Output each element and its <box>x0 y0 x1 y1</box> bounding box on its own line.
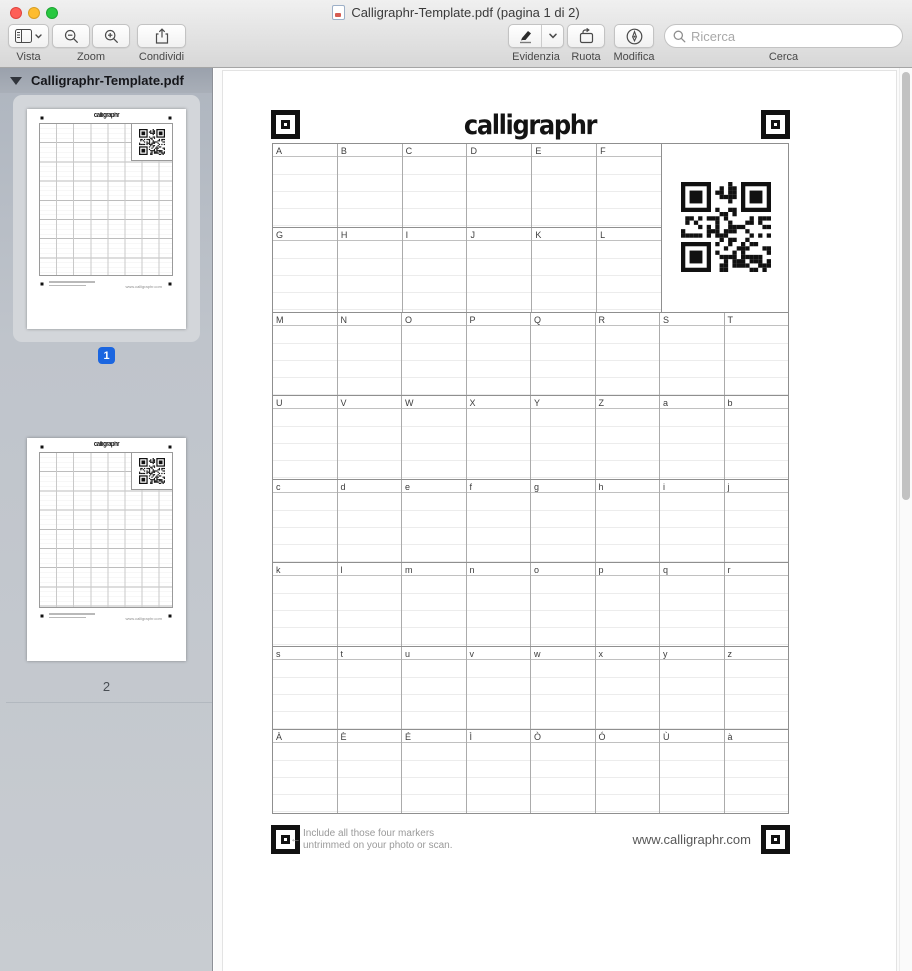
letter-cell-label: a <box>660 396 724 409</box>
window-title-row <box>120 4 792 21</box>
footer-note-line2: untrimmed on your photo or scan. <box>303 840 453 851</box>
letter-cell-label: K <box>532 228 596 241</box>
letter-cell-writing-area <box>531 494 595 563</box>
letter-cell-writing-area <box>338 494 402 563</box>
pdf-page <box>222 70 897 971</box>
letter-cell <box>337 396 402 479</box>
footer-note-line1: Include all those four markers <box>303 828 435 839</box>
letter-cell-writing-area <box>467 577 531 646</box>
highlight-dropdown-button[interactable] <box>541 25 563 47</box>
letter-cell-writing-area <box>660 577 724 646</box>
page-2-number: 2 <box>102 679 111 694</box>
letter-cell <box>401 480 466 563</box>
letter-cell-label: H <box>338 228 402 241</box>
disclosure-triangle-icon[interactable] <box>10 77 22 85</box>
letter-cell-writing-area <box>660 494 724 563</box>
letter-cell-label: F <box>597 144 661 157</box>
letter-cell-label: V <box>338 396 402 409</box>
letter-cell <box>595 396 660 479</box>
letter-cell-writing-area <box>532 158 596 227</box>
letter-cell-writing-area <box>338 327 402 396</box>
letter-cell-writing-area <box>531 410 595 479</box>
fiducial-marker-top-left <box>271 110 300 139</box>
sidebar-doc-title: Calligraphr-Template.pdf <box>31 73 184 88</box>
letter-cell <box>659 563 724 646</box>
letter-cell <box>595 730 660 813</box>
mini-footer-site: www.calligraphr.com <box>125 616 162 621</box>
rotate-group <box>567 24 605 63</box>
edit-button[interactable] <box>614 24 654 48</box>
letter-cell-label: P <box>467 313 531 326</box>
document-view <box>214 68 912 971</box>
letter-cell <box>466 313 531 396</box>
letter-cell <box>337 563 402 646</box>
letter-cell <box>401 647 466 730</box>
mini-marker-icon <box>167 613 173 619</box>
letter-cell <box>273 647 337 730</box>
search-label-wrap <box>664 51 903 63</box>
letter-cell <box>530 647 595 730</box>
letter-cell-label: à <box>725 730 789 743</box>
letter-cell-label: d <box>338 480 402 493</box>
letter-cell <box>530 313 595 396</box>
search-field[interactable] <box>664 24 903 48</box>
letter-cell <box>724 313 789 396</box>
letter-cell <box>531 228 596 311</box>
letter-cell-label: f <box>467 480 531 493</box>
mini-marker-icon <box>39 613 45 619</box>
window-title: Calligraphr-Template.pdf (pagina 1 di 2) <box>351 5 580 20</box>
letter-cell <box>273 144 337 227</box>
qr-code-icon <box>139 129 165 155</box>
mini-qr-zone <box>131 452 173 490</box>
qr-code <box>681 182 771 272</box>
thumbnail-sidebar <box>0 68 213 971</box>
letter-cell-label: u <box>402 647 466 660</box>
sidebar-panel-icon <box>15 29 32 43</box>
grid-row <box>273 227 661 311</box>
letter-cell <box>273 730 337 813</box>
letter-cell-label: À <box>273 730 337 743</box>
letter-cell <box>273 563 337 646</box>
letter-cell <box>595 563 660 646</box>
letter-cell-writing-area <box>338 158 402 227</box>
letter-cell-label: U <box>273 396 337 409</box>
letter-cell-writing-area <box>531 577 595 646</box>
letter-cell-writing-area <box>403 242 467 311</box>
letter-cell-writing-area <box>596 410 660 479</box>
zoom-group <box>52 24 130 63</box>
letter-cell-label: E <box>532 144 596 157</box>
mini-qr-zone <box>131 123 173 161</box>
vertical-scrollbar[interactable] <box>899 68 912 971</box>
letter-cell <box>466 396 531 479</box>
letter-cell-label: o <box>531 563 595 576</box>
letter-grid <box>272 143 789 814</box>
footer-note <box>303 828 453 852</box>
letter-cell <box>595 480 660 563</box>
letter-cell <box>595 313 660 396</box>
letter-cell-writing-area <box>467 661 531 730</box>
letter-cell <box>401 563 466 646</box>
fiducial-marker-bottom-right <box>761 825 790 854</box>
grid-row <box>273 144 661 227</box>
letter-cell-label: l <box>338 563 402 576</box>
letter-cell-label: Y <box>531 396 595 409</box>
pdf-doc-icon <box>332 5 345 20</box>
letter-cell <box>531 144 596 227</box>
letter-cell-label: É <box>402 730 466 743</box>
mini-logo: calligraphr <box>93 112 120 120</box>
letter-cell-writing-area <box>596 577 660 646</box>
letter-cell <box>530 480 595 563</box>
letter-cell-label: È <box>338 730 402 743</box>
letter-cell <box>596 144 661 227</box>
letter-cell-writing-area <box>273 242 337 311</box>
view-menu-button[interactable] <box>8 24 49 48</box>
letter-cell-writing-area <box>725 327 789 396</box>
letter-cell <box>466 563 531 646</box>
letter-cell-label: S <box>660 313 724 326</box>
scrollbar-thumb[interactable] <box>902 72 910 500</box>
letter-cell-writing-area <box>467 410 531 479</box>
letter-cell-writing-area <box>660 661 724 730</box>
letter-cell-label: C <box>403 144 467 157</box>
letter-cell-writing-area <box>273 158 337 227</box>
letter-cell-label: T <box>725 313 789 326</box>
zoom-window-button[interactable] <box>46 7 58 19</box>
letter-cell-writing-area <box>660 327 724 396</box>
letter-cell-label: R <box>596 313 660 326</box>
letter-cell-writing-area <box>273 744 337 813</box>
letter-cell-label: v <box>467 647 531 660</box>
letter-cell-writing-area <box>532 242 596 311</box>
fiducial-marker-top-right <box>761 110 790 139</box>
letter-cell-label: s <box>273 647 337 660</box>
letter-cell-writing-area <box>273 577 337 646</box>
letter-cell-label: D <box>467 144 531 157</box>
letter-cell-label: X <box>467 396 531 409</box>
letter-cell <box>466 647 531 730</box>
letter-cell <box>337 480 402 563</box>
letter-cell-writing-area <box>338 242 402 311</box>
letter-cell-label: k <box>273 563 337 576</box>
letter-cell-label: m <box>402 563 466 576</box>
letter-cell-writing-area <box>273 327 337 396</box>
letter-cell-writing-area <box>660 744 724 813</box>
rotate-left-icon <box>578 28 595 44</box>
letter-cell-writing-area <box>338 577 402 646</box>
share-icon <box>155 28 169 44</box>
letter-cell <box>401 396 466 479</box>
letter-cell-writing-area <box>467 494 531 563</box>
letter-cell-writing-area <box>338 410 402 479</box>
letter-cell-writing-area <box>402 494 466 563</box>
letter-cell <box>337 730 402 813</box>
letter-cell-label: h <box>596 480 660 493</box>
letter-cell-label: z <box>725 647 789 660</box>
share-button[interactable] <box>137 24 186 48</box>
letter-cell-writing-area <box>596 494 660 563</box>
letter-cell-writing-area <box>596 744 660 813</box>
search-input[interactable] <box>691 29 894 44</box>
letter-cell-writing-area <box>660 410 724 479</box>
grid-row <box>273 729 788 813</box>
letter-cell <box>402 144 467 227</box>
grid-row <box>273 312 788 396</box>
letter-cell-label: Ó <box>596 730 660 743</box>
letter-cell <box>595 647 660 730</box>
letter-cell-label: c <box>273 480 337 493</box>
letter-cell <box>724 396 789 479</box>
letter-cell-writing-area <box>531 661 595 730</box>
letter-cell-label: b <box>725 396 789 409</box>
letter-cell-writing-area <box>725 577 789 646</box>
letter-cell <box>466 144 531 227</box>
letter-cell <box>273 480 337 563</box>
letter-cell-label: t <box>338 647 402 660</box>
grid-row <box>273 562 788 646</box>
grid-row <box>273 395 788 479</box>
sidebar-header[interactable] <box>0 68 212 93</box>
letter-cell <box>337 144 402 227</box>
chevron-down-icon <box>549 33 557 39</box>
letter-cell-writing-area <box>531 744 595 813</box>
letter-cell-label: n <box>467 563 531 576</box>
qr-cell <box>661 144 788 312</box>
letter-cell <box>659 647 724 730</box>
qr-code-icon <box>139 458 165 484</box>
letter-cell-writing-area <box>725 744 789 813</box>
letter-cell-writing-area <box>725 410 789 479</box>
letter-cell-writing-area <box>467 242 531 311</box>
mini-footer-site: www.calligraphr.com <box>125 284 162 289</box>
page-1-badge: 1 <box>98 347 115 364</box>
letter-cell-label: p <box>596 563 660 576</box>
rotate-label: Ruota <box>571 51 601 63</box>
letter-cell-label: Ì <box>467 730 531 743</box>
page-2-thumbnail[interactable] <box>27 438 186 661</box>
letter-cell-label: O <box>402 313 466 326</box>
view-label: Vista <box>16 51 41 63</box>
footer-website: www.calligraphr.com <box>632 832 751 847</box>
mini-marker-icon <box>167 281 173 287</box>
letter-cell-writing-area <box>725 661 789 730</box>
sidebar-divider <box>6 702 212 703</box>
letter-cell-writing-area <box>597 242 661 311</box>
letter-cell-writing-area <box>596 327 660 396</box>
letter-cell-writing-area <box>403 158 467 227</box>
letter-cell-writing-area <box>402 327 466 396</box>
highlight-button[interactable] <box>509 25 541 47</box>
letter-cell-label: I <box>403 228 467 241</box>
letter-cell-label: Ò <box>531 730 595 743</box>
letter-cell <box>596 228 661 311</box>
letter-cell-writing-area <box>467 158 531 227</box>
chevron-down-icon <box>35 34 42 39</box>
letter-cell-label: Z <box>596 396 660 409</box>
letter-cell <box>659 730 724 813</box>
minimize-button[interactable] <box>28 7 40 19</box>
letter-cell-label: Q <box>531 313 595 326</box>
letter-cell-writing-area <box>725 494 789 563</box>
letter-cell-writing-area <box>273 494 337 563</box>
letter-cell-label: w <box>531 647 595 660</box>
share-label: Condividi <box>138 51 185 63</box>
letter-cell-label: W <box>402 396 466 409</box>
letter-cell <box>273 396 337 479</box>
titlebar-toolbar <box>0 0 912 68</box>
letter-cell <box>402 228 467 311</box>
letter-cell <box>659 396 724 479</box>
letter-cell <box>466 480 531 563</box>
letter-cell-writing-area <box>597 158 661 227</box>
calligraphr-logo: calligraphr <box>463 110 597 142</box>
footer-arrow: ← <box>290 833 301 845</box>
zoom-in-icon <box>104 29 119 44</box>
letter-cell <box>659 480 724 563</box>
letter-cell <box>724 647 789 730</box>
close-button[interactable] <box>10 7 22 19</box>
mini-footer-note <box>49 281 95 288</box>
letter-cell-label: x <box>596 647 660 660</box>
letter-cell-label: e <box>402 480 466 493</box>
letter-cell <box>466 730 531 813</box>
letter-cell-writing-area <box>531 327 595 396</box>
mini-logo: calligraphr <box>93 441 120 449</box>
letter-cell-label: j <box>725 480 789 493</box>
letter-cell-writing-area <box>402 744 466 813</box>
letter-cell-writing-area <box>273 661 337 730</box>
letter-cell <box>659 313 724 396</box>
view-menu-group <box>8 24 49 63</box>
grid-row <box>273 479 788 563</box>
zoom-out-button[interactable] <box>52 24 90 48</box>
letter-cell-label: A <box>273 144 337 157</box>
letter-cell <box>401 730 466 813</box>
letter-cell-writing-area <box>402 410 466 479</box>
letter-cell <box>466 228 531 311</box>
letter-cell-label: Ù <box>660 730 724 743</box>
letter-cell-writing-area <box>402 577 466 646</box>
letter-cell-label: G <box>273 228 337 241</box>
share-group <box>137 24 186 63</box>
letter-cell-label: L <box>597 228 661 241</box>
letter-cell <box>273 228 337 311</box>
zoom-in-button[interactable] <box>92 24 130 48</box>
edit-pen-circle-icon <box>626 28 643 45</box>
letter-cell-writing-area <box>467 327 531 396</box>
mini-footer-note <box>49 613 95 620</box>
letter-cell <box>530 730 595 813</box>
mini-marker-icon <box>39 281 45 287</box>
highlight-label: Evidenzia <box>512 51 560 63</box>
letter-cell <box>337 647 402 730</box>
letter-cell-writing-area <box>467 744 531 813</box>
letter-cell-writing-area <box>402 661 466 730</box>
letter-cell-label: r <box>725 563 789 576</box>
letter-cell <box>724 730 789 813</box>
letter-cell <box>724 480 789 563</box>
letter-cell-label: M <box>273 313 337 326</box>
zoom-label: Zoom <box>76 51 106 63</box>
letter-cell <box>401 313 466 396</box>
edit-label: Modifica <box>613 51 655 63</box>
letter-cell-writing-area <box>273 410 337 479</box>
highlighter-icon <box>517 29 534 44</box>
letter-cell <box>530 396 595 479</box>
rotate-button[interactable] <box>567 24 605 48</box>
letter-cell-label: J <box>467 228 531 241</box>
edit-group <box>613 24 655 63</box>
letter-cell-writing-area <box>338 744 402 813</box>
letter-cell-label: B <box>338 144 402 157</box>
letter-cell-writing-area <box>596 661 660 730</box>
search-label: Cerca <box>768 51 799 63</box>
search-icon <box>673 30 686 43</box>
zoom-out-icon <box>64 29 79 44</box>
letter-cell-writing-area <box>338 661 402 730</box>
letter-cell <box>273 313 337 396</box>
letter-cell <box>337 313 402 396</box>
letter-cell-label: g <box>531 480 595 493</box>
letter-cell-label: i <box>660 480 724 493</box>
grid-row <box>273 646 788 730</box>
page-1-thumbnail[interactable] <box>27 109 186 329</box>
letter-cell-label: N <box>338 313 402 326</box>
letter-cell-label: y <box>660 647 724 660</box>
letter-cell-label: q <box>660 563 724 576</box>
letter-cell <box>530 563 595 646</box>
letter-cell <box>337 228 402 311</box>
highlight-group <box>508 24 564 63</box>
letter-cell <box>724 563 789 646</box>
